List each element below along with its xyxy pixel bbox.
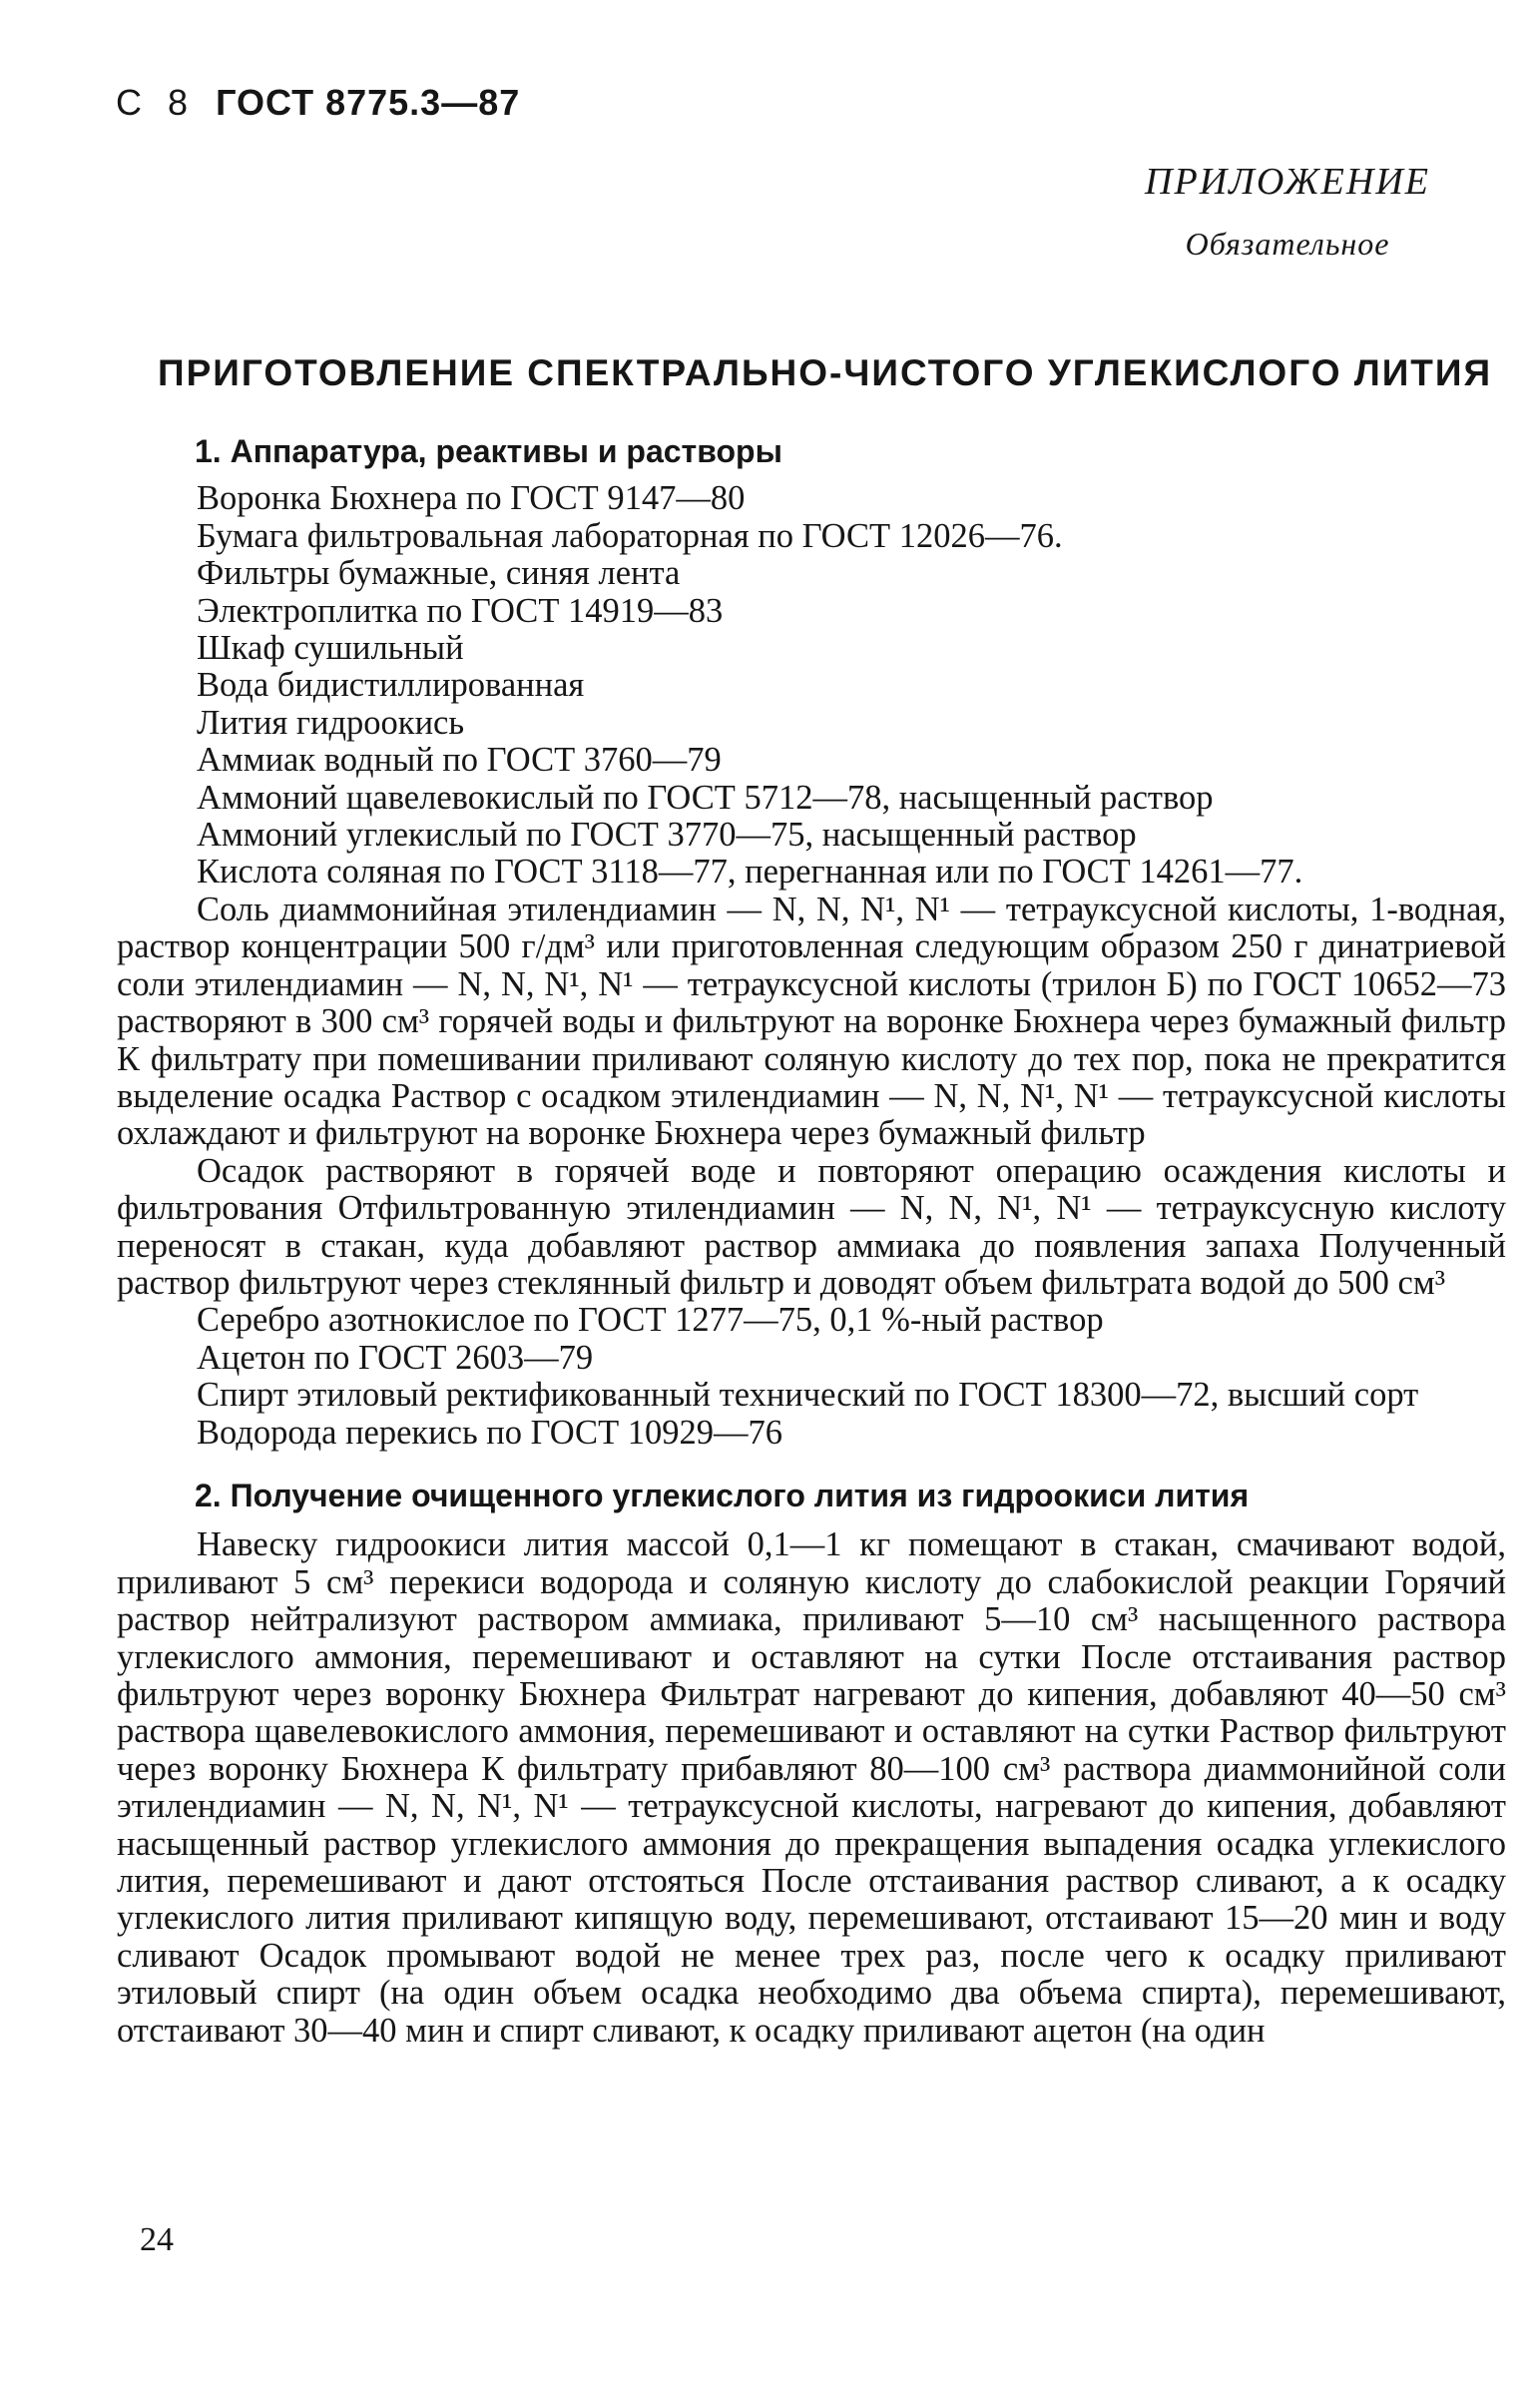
header-prefix: С [116, 82, 143, 123]
alcohol-item: Спирт этиловый ректификованный технический по ГОСТ 18300—72, высший сорт [197, 1376, 1419, 1415]
page-number: 24 [140, 2221, 174, 2258]
document-body [117, 429, 1506, 2050]
list-item: Электроплитка по ГОСТ 14919—83 [197, 591, 724, 630]
list-item: Воронка Бюхнера по ГОСТ 9147—80 [197, 479, 746, 518]
section-1-list [117, 480, 1506, 891]
annex-subtitle: Обязательное [1185, 226, 1390, 262]
list-item: Кислота соляная по ГОСТ 3118—77, перегнанная или по ГОСТ 14261—77. [197, 853, 1303, 892]
document-title: ПРИГОТОВЛЕНИЕ СПЕКТРАЛЬНО-ЧИСТОГО УГЛЕКИСЛОГО ЛИТИЯ [158, 352, 1493, 393]
list-item: Бумага фильтровальная лабораторная по ГОСТ 12026—76. [197, 516, 1063, 555]
page-header [116, 82, 520, 124]
list-item: Аммоний углекислый по ГОСТ 3770—75, насыщенный раствор [197, 816, 1137, 855]
list-item: Шкаф сушильный [197, 629, 464, 668]
header-page: 8 [168, 82, 190, 123]
annex-title: ПРИЛОЖЕНИЕ [1145, 161, 1430, 203]
list-item: Серебро азотнокислое по ГОСТ 1277—75, 0,1 %-ный раствор [197, 1301, 1104, 1340]
list-item: Аммиак водный по ГОСТ 3760—79 [197, 741, 722, 780]
salt-paragraph: Соль диаммонийная этилендиамин — N, N, N¹, N¹ — тетрауксусной кислоты, 1-водная, раствор концентрации 500 г/дм³ или приготовленная следующим образом 250 г динатриевой соли этилендиамин — N, N, N¹, N¹ — тетрауксусной кислоты (трилон Б) по ГОСТ 10652—73 растворяют в 300 см³ горячей воды и фильтруют на воронке Бюхнера через бумажный фильтр К фильтрату при помешивании приливают соляную кислоту до тех пор, пока не прекратится выделение осадка Раствор с осадком этилендиамин — N, N, N¹, N¹ — тетрауксусной кислоты охлаждают и фильтруют на воронке Бюхнера через бумажный фильтр [117, 890, 1506, 1153]
annex-label [1145, 160, 1430, 263]
section-2-heading: 2. Получение очищенного углекислого лития из гидроокиси лития [195, 1477, 1250, 1513]
list-item: Вода бидистиллированная [197, 666, 585, 705]
header-standard: ГОСТ 8775.3—87 [216, 82, 521, 123]
precipitate-paragraph: Осадок растворяют в горячей воде и повторяют операцию осаждения кислоты и фильтрования Отфильтрованную этилендиамин — N, N, N¹, N¹ — тетрауксусную кислоту переносят в стакан, куда добавляют раствор аммиака до появления запаха Полученный раствор фильтруют через стеклянный фильтр и доводят объем фильтрата водой до 500 см³ [117, 1151, 1506, 1302]
section-2-paragraph: Навеску гидроокиси лития массой 0,1—1 кг помещают в стакан, смачивают водой, приливают 5 см³ перекиси водорода и соляную кислоту до слабокислой реакции Горячий раствор нейтрализуют раствором аммиака, приливают 5—10 см³ насыщенного раствора углекислого аммония, перемешивают и оставляют на сутки После отстаивания раствор фильтруют через воронку Бюхнера Фильтрат нагревают до кипения, добавляют 40—50 см³ раствора щавелевокислого аммония, перемешивают и оставляют на сутки Раствор фильтруют через воронку Бюхнера К фильтрату прибавляют 80—100 см³ раствора диаммонийной соли этилендиамин — N, N, N¹, N¹ — тетрауксусной кислоты, нагревают до кипения, добавляют насыщенный раствор углекислого аммония до прекращения выпадения осадка углекислого лития, перемешивают и дают отстояться После отстаивания раствор сливают, а к осадку углекислого лития приливают кипящую воду, перемешивают, отстаивают 15—20 мин и воду сливают Осадок промывают водой не менее трех раз, после чего к осадку приливают этиловый спирт (на один объем осадка необходимо два объема спирта), перемешивают, отстаивают 30—40 мин и спирт сливают, к осадку приливают ацетон (на один [117, 1525, 1506, 2050]
list-item: Водорода перекись по ГОСТ 10929—76 [197, 1413, 783, 1452]
list-item: Лития гидроокись [197, 703, 465, 742]
list-item: Ацетон по ГОСТ 2603—79 [197, 1338, 594, 1377]
section-1-heading: 1. Аппаратура, реактивы и растворы [195, 433, 782, 469]
list-item: Аммоний щавелевокислый по ГОСТ 5712—78, насыщенный раствор [197, 778, 1214, 817]
list-item: Фильтры бумажные, синяя лента [197, 554, 681, 593]
